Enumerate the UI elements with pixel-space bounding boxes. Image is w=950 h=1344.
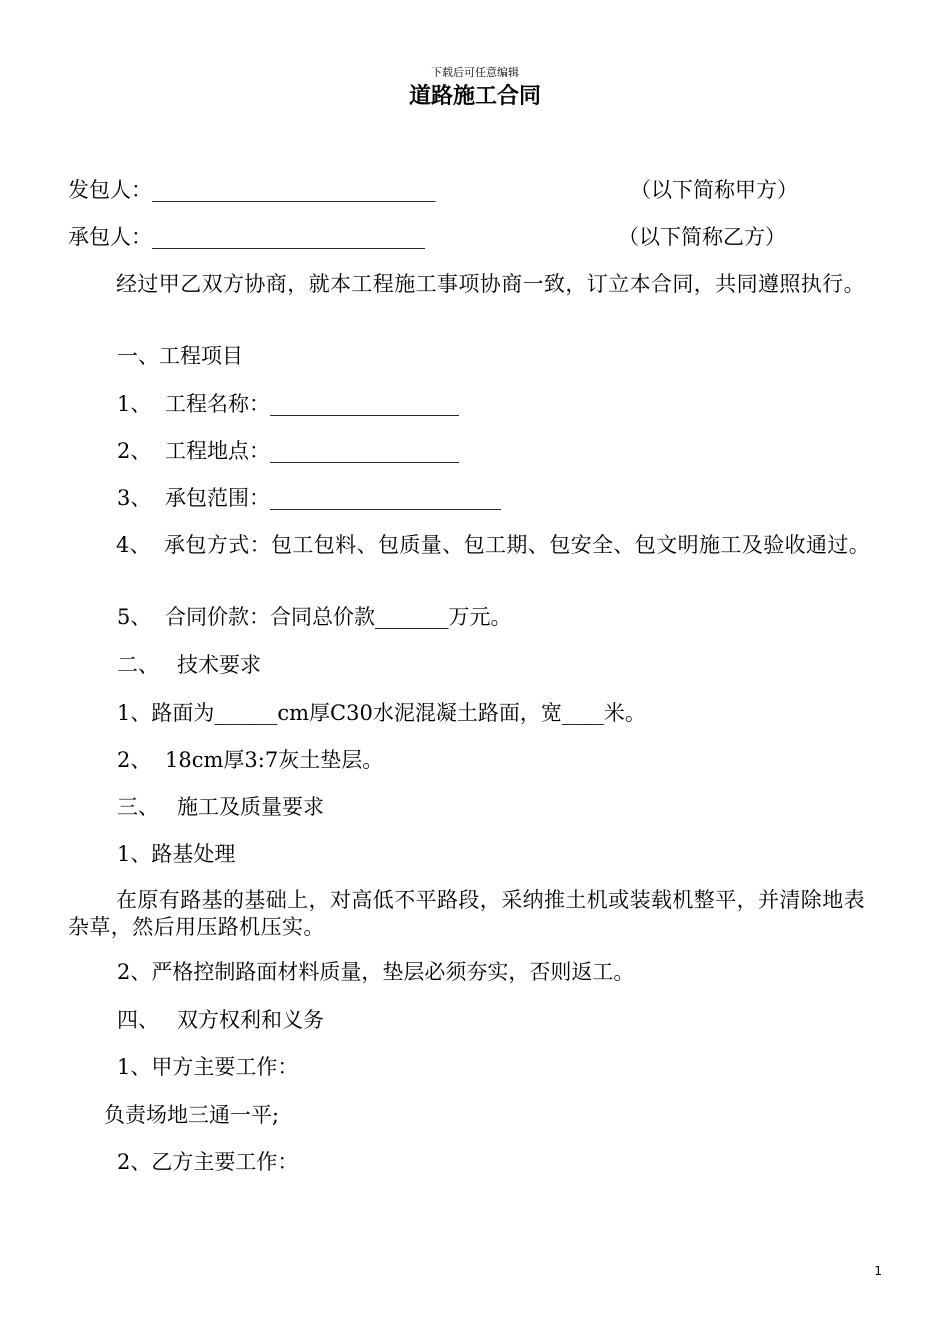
section3-heading <box>117 792 937 822</box>
item-number: 1、 <box>117 392 152 416</box>
item-number: 2、 <box>117 439 152 463</box>
heading-text: 施工及质量要求 <box>177 795 324 819</box>
item-number: 3、 <box>117 486 152 510</box>
item-text: 工程地点：__________________ <box>165 439 459 463</box>
heading-number: 二、 <box>117 653 159 677</box>
section1-item-3 <box>117 483 937 513</box>
section2-heading <box>117 650 937 680</box>
party-a-note: （以下简称甲方） <box>630 178 798 202</box>
section1-item-5 <box>117 602 937 632</box>
item-number: 5、 <box>117 605 152 629</box>
party-a-label: 发包人：___________________________ <box>68 178 436 202</box>
section1-item-1 <box>117 389 937 419</box>
section4-item-1-detail: 负责场地三通一平; <box>104 1103 280 1127</box>
heading-number: 四、 <box>117 1008 159 1032</box>
section3-item-1: 1、路基处理 <box>117 842 236 866</box>
item-number: 4、 <box>116 533 152 557</box>
heading-number: 三、 <box>117 795 159 819</box>
document-title: 道路施工合同 <box>408 83 541 109</box>
page-number: 1 <box>874 1264 882 1278</box>
item-text: 合同价款：合同总价款_______万元。 <box>165 605 512 629</box>
section2-item-1: 1、路面为______cm厚C30水泥混凝土路面，宽____米。 <box>117 701 646 725</box>
section2-item-2 <box>117 745 937 775</box>
section3-item-2: 2、严格控制路面材料质量，垫层必须夯实，否则返工。 <box>117 960 635 984</box>
section1-item-4 <box>68 532 886 559</box>
intro-paragraph: 经过甲乙双方协商，就本工程施工事项协商一致，订立本合同，共同遵照执行。 <box>116 272 865 296</box>
section1-heading: 一、工程项目 <box>117 344 243 368</box>
section4-item-2: 2、乙方主要工作： <box>117 1150 299 1174</box>
party-b-label: 承包人：__________________________ <box>68 225 425 249</box>
item-text: 承包范围：______________________ <box>165 486 501 510</box>
header-note: 下载后可任意编辑 <box>431 66 519 79</box>
section1-item-2 <box>117 436 937 466</box>
heading-text: 技术要求 <box>177 653 261 677</box>
section4-heading <box>117 1005 937 1035</box>
section3-paragraph: 在原有路基的基础上，对高低不平路段，采纳推土机或装载机整平，并清除地表杂草，然后用压路机压实。 <box>68 888 865 939</box>
party-b-note: （以下简称乙方） <box>618 225 786 249</box>
item-text: 工程名称：__________________ <box>165 392 459 416</box>
section4-item-1: 1、甲方主要工作： <box>117 1055 299 1079</box>
item-text: 18cm厚3:7灰土垫层。 <box>165 748 384 772</box>
heading-text: 双方权利和义务 <box>177 1008 324 1032</box>
item-number: 2、 <box>117 748 152 772</box>
item-text: 承包方式：包工包料、包质量、包工期、包安全、包文明施工及验收通过。 <box>164 533 871 557</box>
